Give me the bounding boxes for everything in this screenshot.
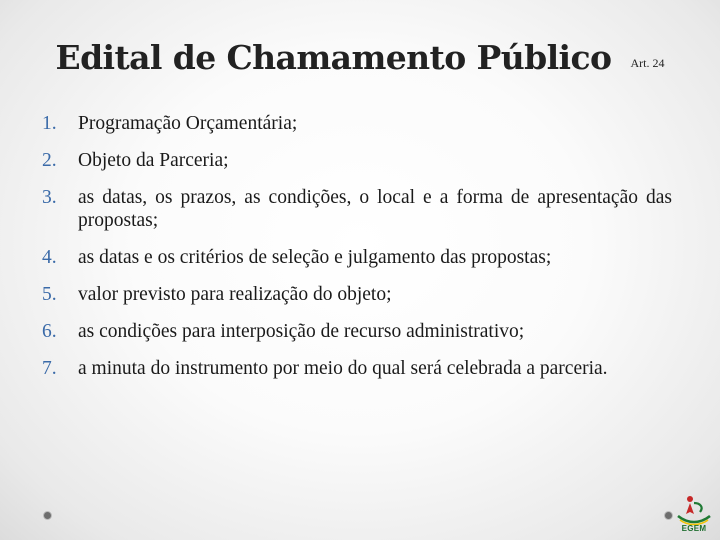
list-item <box>42 246 672 269</box>
egem-logo-icon <box>674 494 714 526</box>
slide-title: Edital de Chamamento Público <box>55 38 612 77</box>
list-item <box>42 149 672 172</box>
list-item-text: as datas e os critérios de seleção e julgamento das propostas; <box>78 247 552 268</box>
list-item-number: 7. <box>42 358 57 379</box>
decorative-bullet-dot-left <box>44 512 51 519</box>
requirements-list <box>42 112 672 394</box>
list-item-number: 4. <box>42 247 57 268</box>
decorative-bullet-dot-right <box>665 512 672 519</box>
list-item-text: Objeto da Parceria; <box>78 150 229 171</box>
list-item-number: 6. <box>42 321 57 342</box>
list-item <box>42 357 672 380</box>
list-item-text: as condições para interposição de recurso administrativo; <box>78 321 525 342</box>
list-item <box>42 283 672 306</box>
list-item-number: 5. <box>42 284 57 305</box>
egem-logo-text: EGEM <box>681 524 707 533</box>
list-item <box>42 186 672 232</box>
list-item-text: Programação Orçamentária; <box>78 113 298 134</box>
list-item-number: 2. <box>42 150 57 171</box>
list-item <box>42 112 672 135</box>
list-item-number: 1. <box>42 113 57 134</box>
egem-logo <box>674 494 714 534</box>
list-item-text: valor previsto para realização do objeto; <box>78 284 392 305</box>
slide-title-note: Art. 24 <box>630 56 665 70</box>
list-item-text: a minuta do instrumento por meio do qual será celebrada a parceria. <box>78 358 608 379</box>
list-item-text: as datas, os prazos, as condições, o local e a forma de apresentação das propostas; <box>78 187 672 231</box>
list-item-number: 3. <box>42 187 57 208</box>
list-item <box>42 320 672 343</box>
slide-title-row <box>0 38 720 77</box>
